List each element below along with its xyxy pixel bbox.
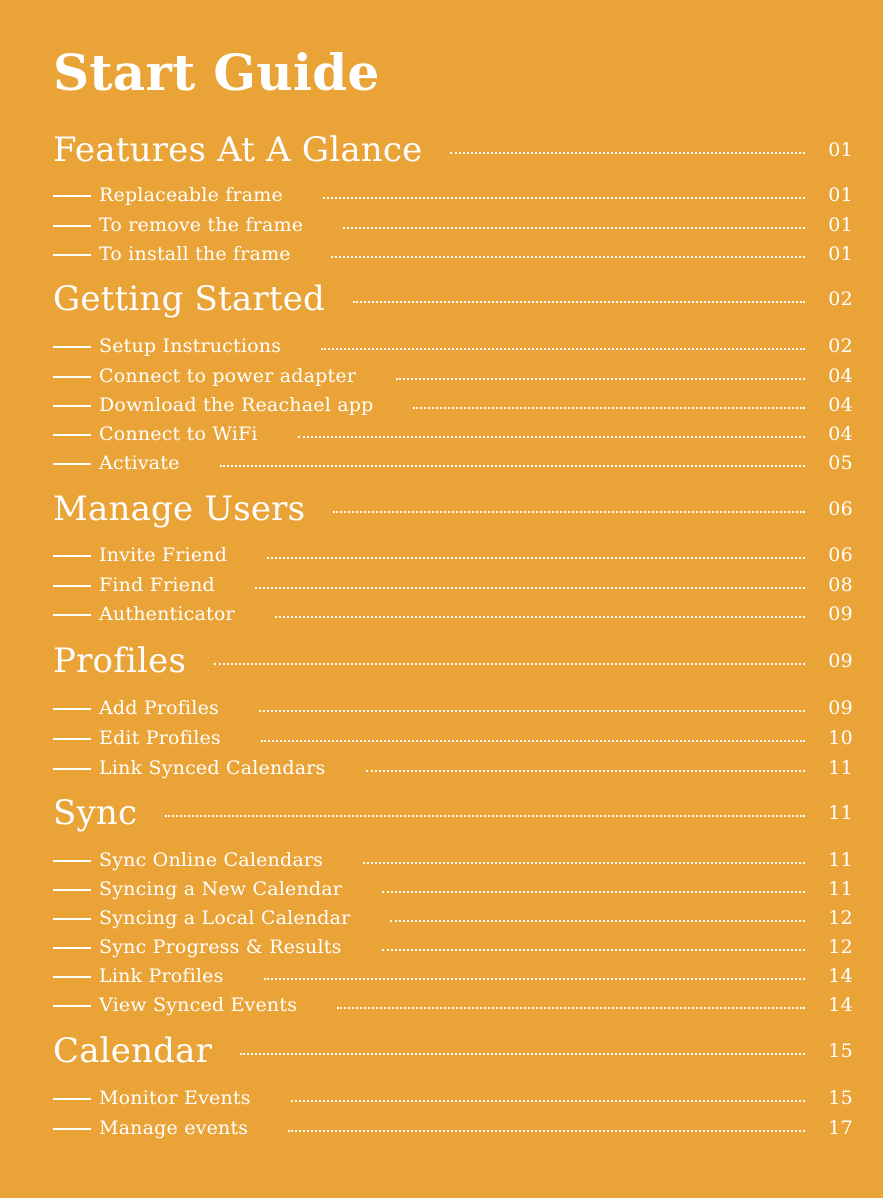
dash-icon <box>53 555 91 557</box>
page-number: 01 <box>828 139 853 161</box>
dash-icon <box>53 405 91 407</box>
dash-icon <box>53 918 91 920</box>
toc-item[interactable] <box>53 694 853 722</box>
dash-icon <box>53 585 91 587</box>
toc-item[interactable] <box>53 362 853 390</box>
section-title: Calendar <box>53 1031 213 1071</box>
item-title: Activate <box>99 452 180 474</box>
dotted-leader <box>382 891 805 893</box>
item-title: Manage events <box>99 1117 249 1139</box>
page-number: 11 <box>828 757 853 779</box>
toc-section-profiles[interactable] <box>53 639 853 683</box>
toc-section-features[interactable] <box>53 128 853 172</box>
dash-icon <box>53 860 91 862</box>
dotted-leader <box>450 152 805 154</box>
item-title: Find Friend <box>99 574 215 596</box>
dash-icon <box>53 1128 91 1130</box>
dash-icon <box>53 738 91 740</box>
dash-icon <box>53 225 91 227</box>
item-title: View Synced Events <box>99 994 298 1016</box>
toc-item[interactable] <box>53 420 853 448</box>
page-number: 10 <box>828 727 853 749</box>
page-number: 09 <box>828 697 853 719</box>
item-title: To remove the frame <box>99 214 304 236</box>
toc-item[interactable] <box>53 449 853 477</box>
page-number: 14 <box>828 965 853 987</box>
toc-item[interactable] <box>53 391 853 419</box>
dash-icon <box>53 976 91 978</box>
toc-item[interactable] <box>53 933 853 961</box>
dash-icon <box>53 947 91 949</box>
toc-section-sync[interactable] <box>53 791 853 835</box>
dotted-leader <box>264 978 805 980</box>
item-title: Download the Reachael app <box>99 394 374 416</box>
item-title: Setup Instructions <box>99 335 282 357</box>
page-number: 02 <box>828 335 853 357</box>
dotted-leader <box>343 227 805 229</box>
page-title: Start Guide <box>53 43 380 102</box>
toc-item[interactable] <box>53 724 853 752</box>
toc-item[interactable] <box>53 754 853 782</box>
dotted-leader <box>333 511 805 513</box>
dotted-leader <box>337 1007 805 1009</box>
page-number: 06 <box>828 544 853 566</box>
page-number: 12 <box>828 907 853 929</box>
dotted-leader <box>255 587 805 589</box>
dotted-leader <box>220 465 805 467</box>
page-number: 01 <box>828 214 853 236</box>
page-number: 06 <box>828 498 853 520</box>
item-title: Connect to WiFi <box>99 423 258 445</box>
page-number: 12 <box>828 936 853 958</box>
dotted-leader <box>321 348 805 350</box>
dotted-leader <box>275 616 805 618</box>
dash-icon <box>53 195 91 197</box>
page-number: 09 <box>828 650 853 672</box>
page-number: 04 <box>828 423 853 445</box>
page-number: 09 <box>828 603 853 625</box>
toc-item[interactable] <box>53 211 853 239</box>
dotted-leader <box>259 710 805 712</box>
item-title: Authenticator <box>99 603 235 625</box>
page-number: 01 <box>828 243 853 265</box>
toc-item[interactable] <box>53 1084 853 1112</box>
page-number: 11 <box>828 878 853 900</box>
section-title: Features At A Glance <box>53 130 423 170</box>
item-title: Syncing a Local Calendar <box>99 907 351 929</box>
dotted-leader <box>390 920 805 922</box>
toc-item[interactable] <box>53 571 853 599</box>
dash-icon <box>53 768 91 770</box>
item-title: Add Profiles <box>99 697 219 719</box>
item-title: Link Synced Calendars <box>99 757 326 779</box>
toc-section-calendar[interactable] <box>53 1029 853 1073</box>
page-number: 04 <box>828 394 853 416</box>
dotted-leader <box>261 740 805 742</box>
item-title: Link Profiles <box>99 965 224 987</box>
dash-icon <box>53 376 91 378</box>
page-number: 15 <box>828 1087 853 1109</box>
toc-item[interactable] <box>53 846 853 874</box>
dash-icon <box>53 708 91 710</box>
toc-item[interactable] <box>53 240 853 268</box>
page-number: 11 <box>828 802 853 824</box>
dotted-leader <box>396 378 805 380</box>
dotted-leader <box>291 1100 805 1102</box>
dotted-leader <box>165 815 805 817</box>
item-title: Connect to power adapter <box>99 365 357 387</box>
dash-icon <box>53 434 91 436</box>
dash-icon <box>53 1098 91 1100</box>
section-title: Sync <box>53 793 138 833</box>
toc-item[interactable] <box>53 181 853 209</box>
item-title: Invite Friend <box>99 544 228 566</box>
toc-item[interactable] <box>53 962 853 990</box>
dotted-leader <box>240 1053 805 1055</box>
dotted-leader <box>366 770 805 772</box>
dash-icon <box>53 889 91 891</box>
item-title: Monitor Events <box>99 1087 251 1109</box>
item-title: Sync Progress & Results <box>99 936 342 958</box>
page-number: 02 <box>828 288 853 310</box>
toc-item[interactable] <box>53 1114 853 1142</box>
dash-icon <box>53 254 91 256</box>
item-title: To install the frame <box>99 243 291 265</box>
dash-icon <box>53 346 91 348</box>
toc-section-manage-users[interactable] <box>53 487 853 531</box>
dotted-leader <box>353 301 805 303</box>
item-title: Syncing a New Calendar <box>99 878 343 900</box>
toc-item[interactable] <box>53 332 853 360</box>
dotted-leader <box>267 557 805 559</box>
toc-item[interactable] <box>53 875 853 903</box>
toc-item[interactable] <box>53 600 853 628</box>
page-number: 04 <box>828 365 853 387</box>
dotted-leader <box>382 949 805 951</box>
page-number: 05 <box>828 452 853 474</box>
toc-section-getting-started[interactable] <box>53 277 853 321</box>
page-number: 15 <box>828 1040 853 1062</box>
section-title: Manage Users <box>53 489 306 529</box>
page-number: 01 <box>828 184 853 206</box>
page-number: 11 <box>828 849 853 871</box>
item-title: Sync Online Calendars <box>99 849 324 871</box>
toc-item[interactable] <box>53 991 853 1019</box>
dash-icon <box>53 463 91 465</box>
page-number: 17 <box>828 1117 853 1139</box>
dotted-leader <box>214 663 805 665</box>
section-title: Profiles <box>53 641 187 681</box>
section-title: Getting Started <box>53 279 325 319</box>
dotted-leader <box>288 1130 805 1132</box>
dotted-leader <box>298 436 805 438</box>
page-number: 08 <box>828 574 853 596</box>
page-number: 14 <box>828 994 853 1016</box>
dash-icon <box>53 1005 91 1007</box>
dotted-leader <box>363 862 805 864</box>
dash-icon <box>53 614 91 616</box>
item-title: Edit Profiles <box>99 727 221 749</box>
toc-item[interactable] <box>53 541 853 569</box>
dotted-leader <box>331 256 805 258</box>
item-title: Replaceable frame <box>99 184 283 206</box>
dotted-leader <box>413 407 805 409</box>
dotted-leader <box>323 197 805 199</box>
toc-item[interactable] <box>53 904 853 932</box>
